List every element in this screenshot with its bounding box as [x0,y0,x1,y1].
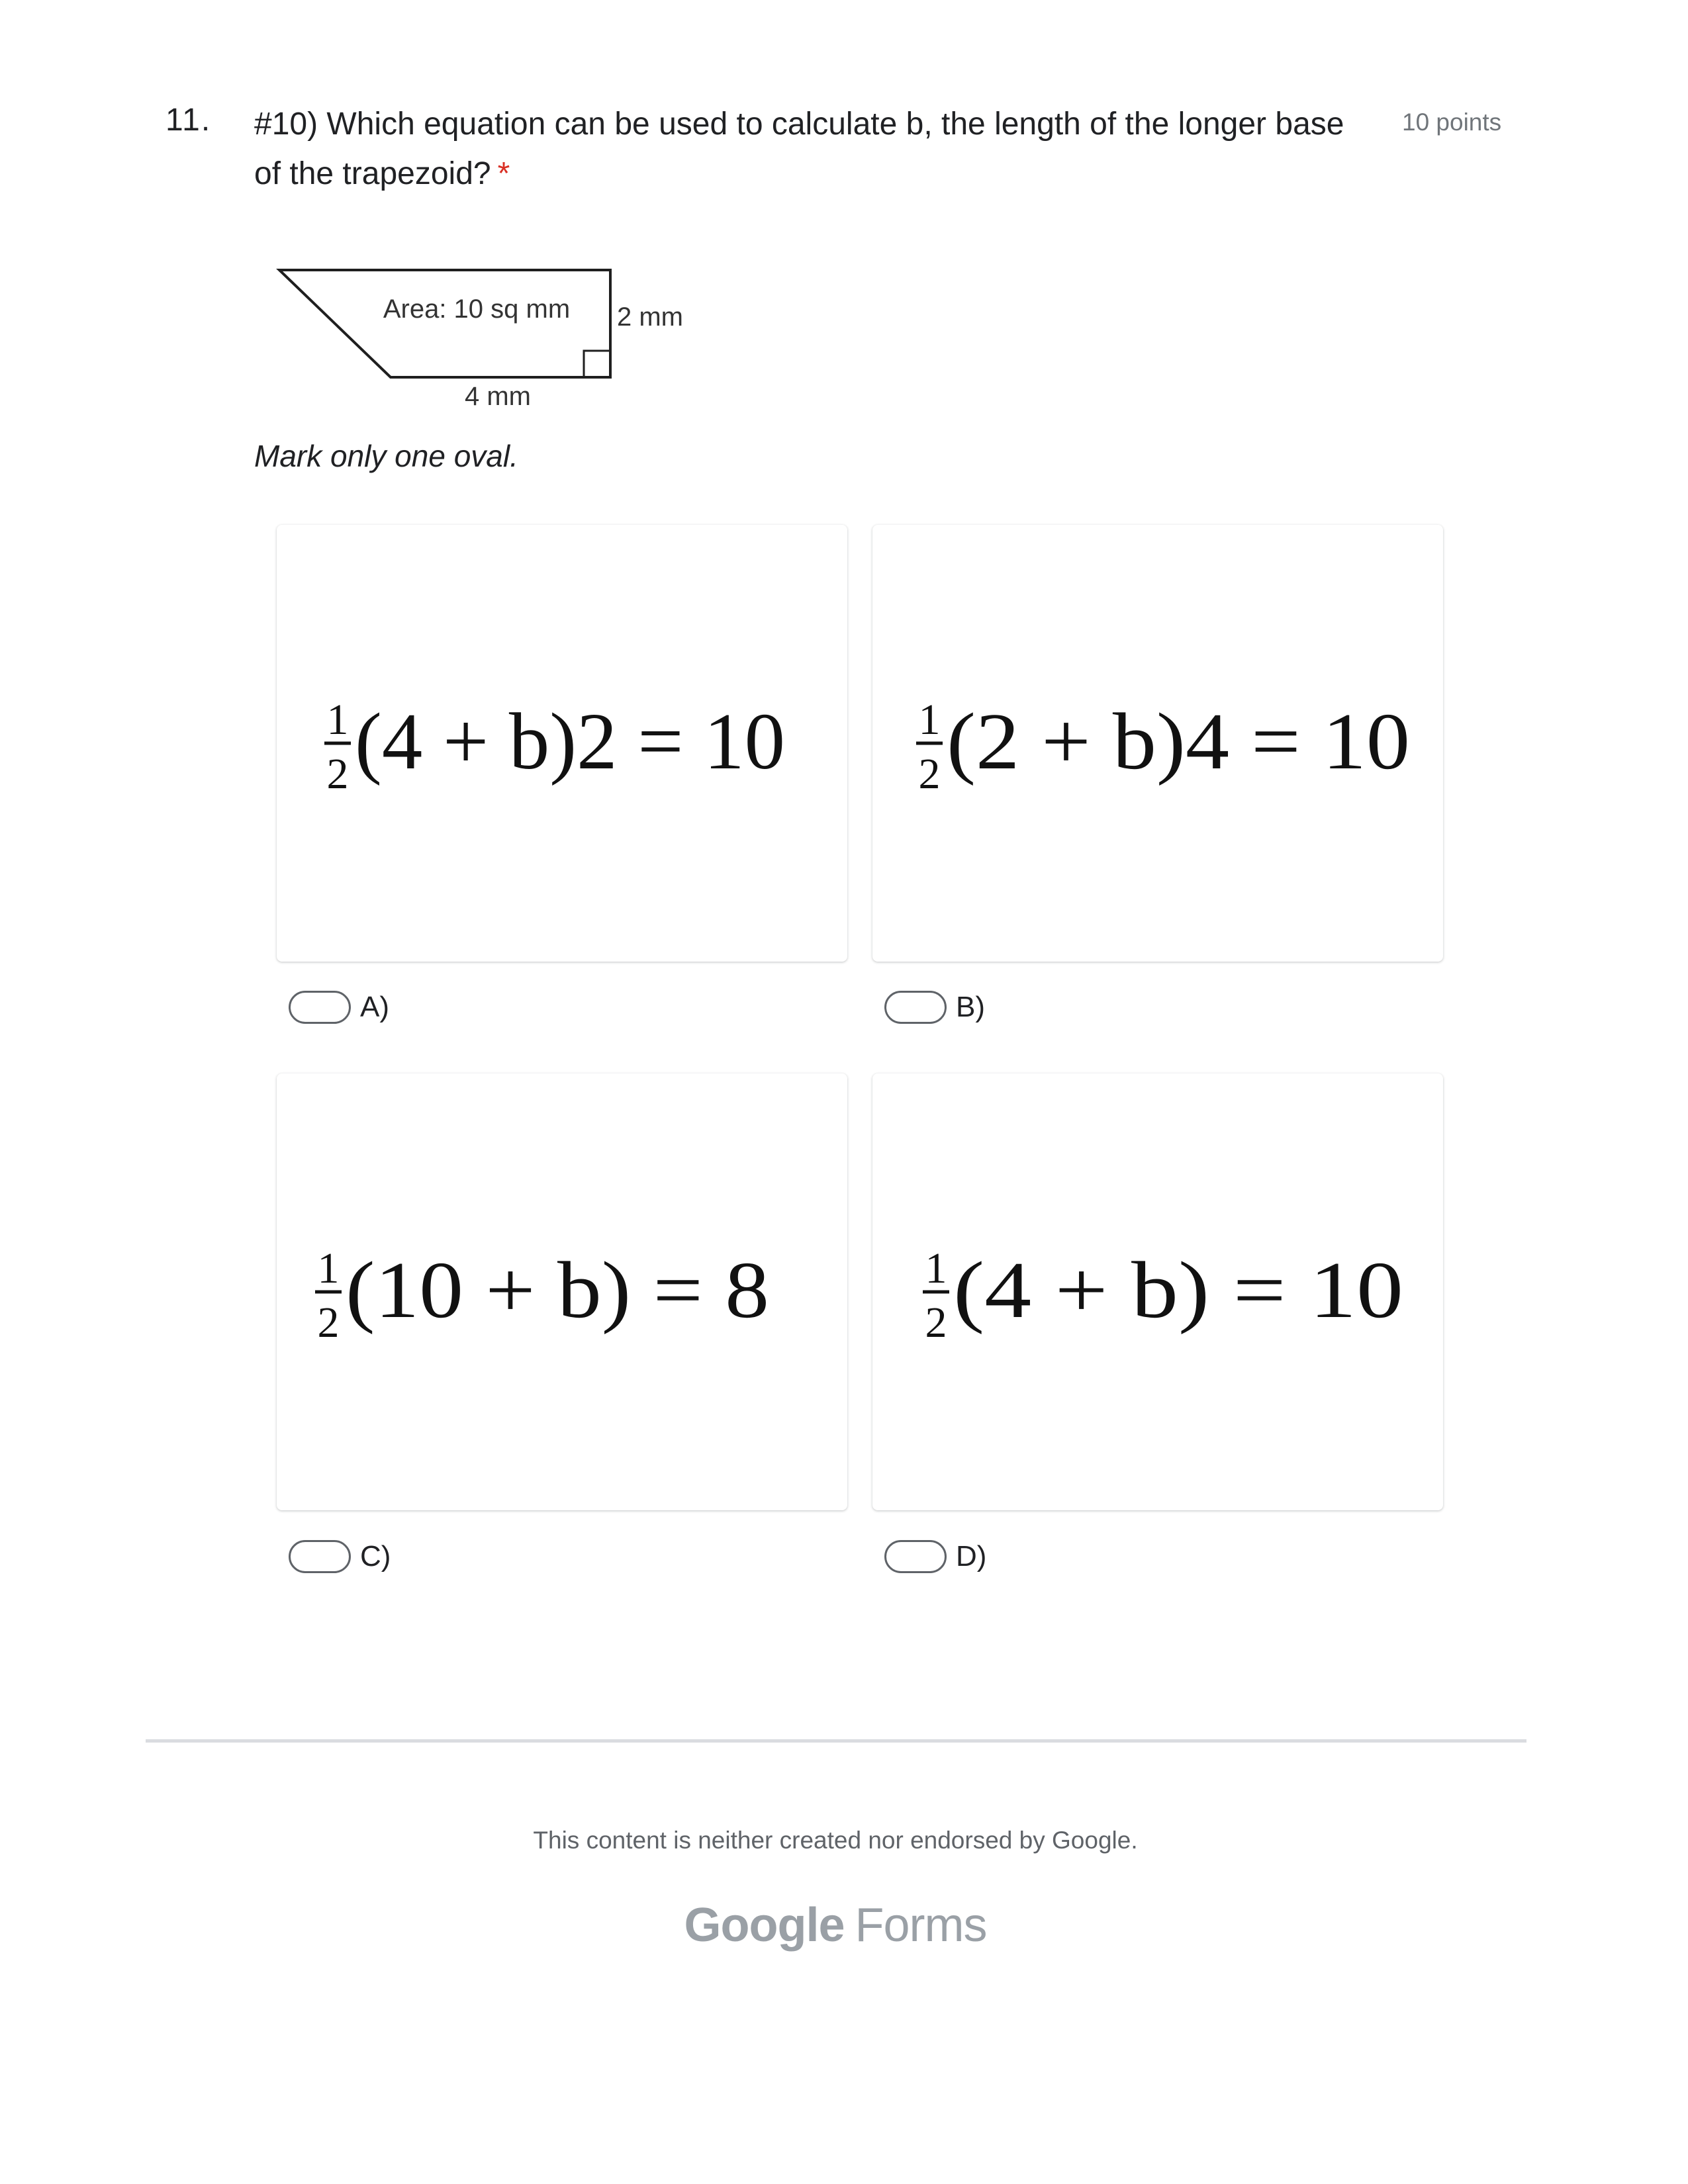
option-c[interactable] [289,1535,391,1578]
option-c-radio[interactable] [289,1540,351,1573]
option-c-label: C) [360,1540,391,1572]
question-text [254,99,1353,199]
fraction-numerator: 1 [326,696,349,744]
option-c-image[interactable] [277,1073,847,1510]
required-asterisk: * [497,156,510,191]
instruction-text: Mark only one oval. [254,439,518,473]
fraction-denominator: 2 [925,1298,947,1347]
fraction-denominator: 2 [317,1298,340,1347]
equation-expression: (10 + b) = 8 [346,1246,769,1335]
brand-forms: Forms [855,1899,987,1952]
equation-expression: (2 + b)4 = 10 [947,697,1410,786]
height-label: 2 mm [617,302,683,332]
option-a-radio[interactable] [289,991,351,1024]
equation-expression: (4 + b)2 = 10 [355,697,785,786]
google-forms-logo[interactable] [0,1898,1671,1952]
option-d-radio[interactable] [884,1540,947,1573]
brand-google: Google [684,1899,845,1952]
option-c-equation [277,1073,847,1510]
option-b-label: B) [956,991,985,1023]
footer-disclaimer: This content is neither created nor endorsed by Google. [533,1827,1138,1854]
fraction-denominator: 2 [326,750,349,798]
trapezoid-shape [279,270,610,377]
fraction-numerator: 1 [317,1244,340,1293]
footer-divider [146,1739,1526,1743]
trapezoid-figure [265,258,715,424]
area-label: Area: 10 sq mm [383,295,571,324]
equation-expression: (4 + b) = 10 [953,1246,1403,1335]
option-a-image[interactable] [277,525,847,962]
fraction-numerator: 1 [925,1244,947,1293]
option-b-radio[interactable] [884,991,947,1024]
question-number: 11. [165,103,212,138]
option-a[interactable] [289,986,389,1028]
option-d-image[interactable] [872,1073,1443,1510]
option-b[interactable] [884,986,985,1028]
option-d[interactable] [884,1535,986,1578]
fraction-numerator: 1 [918,696,941,744]
option-a-equation [277,525,847,962]
option-b-equation [872,525,1443,962]
option-d-equation [872,1073,1443,1510]
base-label: 4 mm [465,382,531,411]
option-d-label: D) [956,1540,987,1572]
question-text-content: #10) Which equation can be used to calculate b, the length of the longer base of the trapezoid? [254,107,1344,191]
option-b-image[interactable] [872,525,1443,962]
option-a-label: A) [360,991,389,1023]
question-points: 10 points [1402,109,1502,136]
fraction-denominator: 2 [918,750,941,798]
